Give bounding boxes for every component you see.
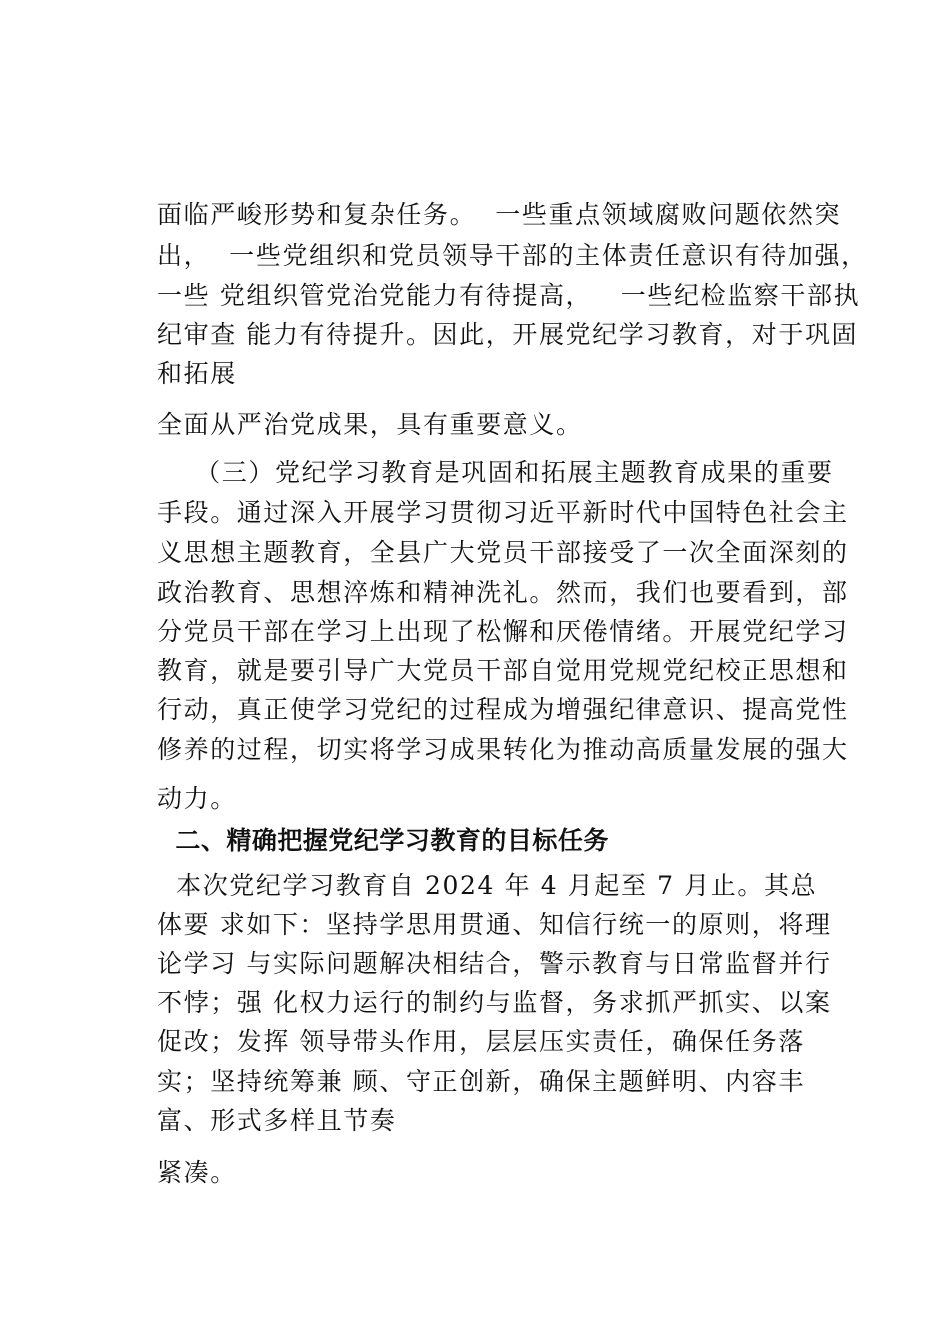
- text-line: 促改；发挥 领导带头作用，层层压实责任，确保任务落: [157, 1027, 805, 1056]
- text-line: 和拓展: [157, 359, 237, 388]
- section-heading: 二、精确把握党纪学习教育的目标任务: [157, 826, 609, 855]
- text-line: 义思想主题教育，全县广大党员干部接受了一次全面深刻的: [157, 538, 849, 567]
- text-line: 修养的过程，切实将学习成果转化为推动高质量发展的强大: [157, 735, 849, 764]
- text-line: 论学习 与实际问题解决相结合，警示教育与日常监督并行: [157, 949, 832, 978]
- text-line: 教育，就是要引导广大党员干部自觉用党规党纪校正思想和: [157, 656, 849, 685]
- text-line: 动力。: [157, 784, 237, 813]
- text-line: 一些 党组织管党治党能力有待提高， 一些纪检监察干部执: [157, 281, 861, 310]
- text-line: 手段。通过深入开展学习贯彻习近平新时代中国特色社会主: [157, 498, 849, 527]
- text-line: 全面从严治党成果，具有重要意义。: [157, 410, 583, 439]
- text-line: 本次党纪学习教育自 2024 年 4 月起至 7 月止。其总: [157, 871, 818, 900]
- text-line: （三）党纪学习教育是巩固和拓展主题教育成果的重要: [157, 458, 834, 487]
- text-line: 分党员干部在学习上出现了松懈和厌倦情绪。开展党纪学习: [157, 617, 849, 646]
- text-line: 富、形式多样且节奏: [157, 1106, 397, 1135]
- text-line: 行动，真正使学习党纪的过程成为增强纪律意识、提高党性: [157, 695, 849, 724]
- text-line: 不悖；强 化权力运行的制约与监督，务求抓严抓实、以案: [157, 988, 832, 1017]
- text-line: 体要 求如下：坚持学思用贯通、知信行统一的原则，将理: [157, 910, 832, 939]
- text-line: 实；坚持统筹兼 顾、守正创新，确保主题鲜明、内容丰: [157, 1067, 805, 1096]
- text-line: 出， 一些党组织和党员领导干部的主体责任意识有待加强，: [157, 241, 868, 270]
- text-line: 面临严峻形势和复杂任务。 一些重点领域腐败问题依然突: [157, 200, 842, 229]
- text-line: 纪审查 能力有待提升。因此，开展党纪学习教育，对于巩固: [157, 320, 859, 349]
- text-line: 政治教育、思想淬炼和精神洗礼。然而，我们也要看到，部: [157, 578, 849, 607]
- text-line: 紧凑。: [157, 1158, 237, 1187]
